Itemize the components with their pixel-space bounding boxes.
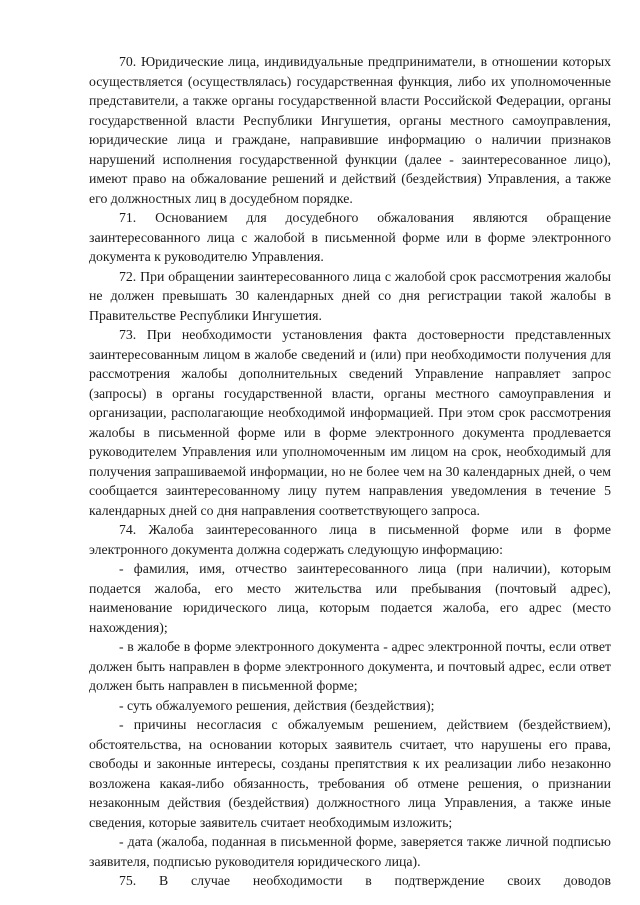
paragraph-71: 71. Основанием для досудебного обжалования являются обращение заинтересованного лица с жалобой в письменной форме или в форме электронного документа к руководителю Управления. bbox=[89, 210, 611, 264]
list-item-reasons: - причины несогласия с обжалуемым решением, действием (бездействием), обстоятельства, на основании которых заявитель считает, что нарушены его права, свободы и законные интересы, созданы препятствия к их реализации либо незаконно возложена какая-либо обязанность, требования об отмене решения, о признании незаконным действия (бездействия) должностного лица Управления, а также иные сведения, которые заявитель считает необходимым изложить; bbox=[89, 717, 611, 830]
list-item-essence: - суть обжалуемого решения, действия (бездействия); bbox=[119, 697, 435, 713]
list-item-applicant-details: - фамилия, имя, отчество заинтересованного лица (при наличии), которым подается жалоба, его место жительства или пребывания (почтовый адрес), наименование юридического лица, которым подается жалоба, его адрес (место нахождения); bbox=[89, 561, 611, 635]
paragraph-70: 70. Юридические лица, индивидуальные предприниматели, в отношении которых осуществляется (осуществлялась) государственная функция, либо их уполномоченные представители, а также органы государственной власти Российской Федерации, органы государственной власти Республики Ингушетия, органы местного самоуправления, юридические лица и граждане, направившие информацию о наличии признаков нарушений исполнения государственной функции (далее - заинтересованное лицо), имеют право на обжалование решений и действий (бездействия) Управления, а также его должностных лиц в досудебном порядке. bbox=[89, 54, 611, 206]
paragraph-74: 74. Жалоба заинтересованного лица в письменной форме или в форме электронного документа должна содержать следующую информацию: bbox=[89, 522, 611, 557]
paragraph-73: 73. При необходимости установления факта достоверности представленных заинтересованным лицом в жалобе сведений и (или) при необходимости получения для рассмотрения жалобы дополнительных сведений Управление направляет запрос (запросы) в органы государственной власти, органы местного самоуправления и организации, располагающие необходимой информацией. При этом срок рассмотрения жалобы в письменной форме или в форме электронного документа продлевается руководителем Управления или уполномоченным им лицом на срок, необходимый для получения запрашиваемой информации, но не более чем на 30 календарных дней, о чем сообщается заинтересованному лицу путем направления уведомления в течение 5 календарных дней со дня направления соответствующего запроса. bbox=[89, 327, 611, 518]
document-page bbox=[89, 52, 611, 891]
list-item-electronic-address: - в жалобе в форме электронного документа - адрес электронной почты, если ответ должен быть направлен в форме электронного документа, и почтовый адрес, если ответ должен быть направлен в письменной форме; bbox=[89, 639, 611, 693]
list-item-date: - дата (жалоба, поданная в письменной форме, заверяется также личной подписью заявителя, подписью руководителя юридического лица). bbox=[89, 834, 611, 869]
paragraph-72: 72. При обращении заинтересованного лица с жалобой срок рассмотрения жалобы не должен превышать 30 календарных дней со дня регистрации такой жалобы в Правительстве Республики Ингушетия. bbox=[89, 268, 611, 323]
paragraph-75: 75. В случае необходимости в подтверждение своих доводов bbox=[119, 873, 611, 888]
